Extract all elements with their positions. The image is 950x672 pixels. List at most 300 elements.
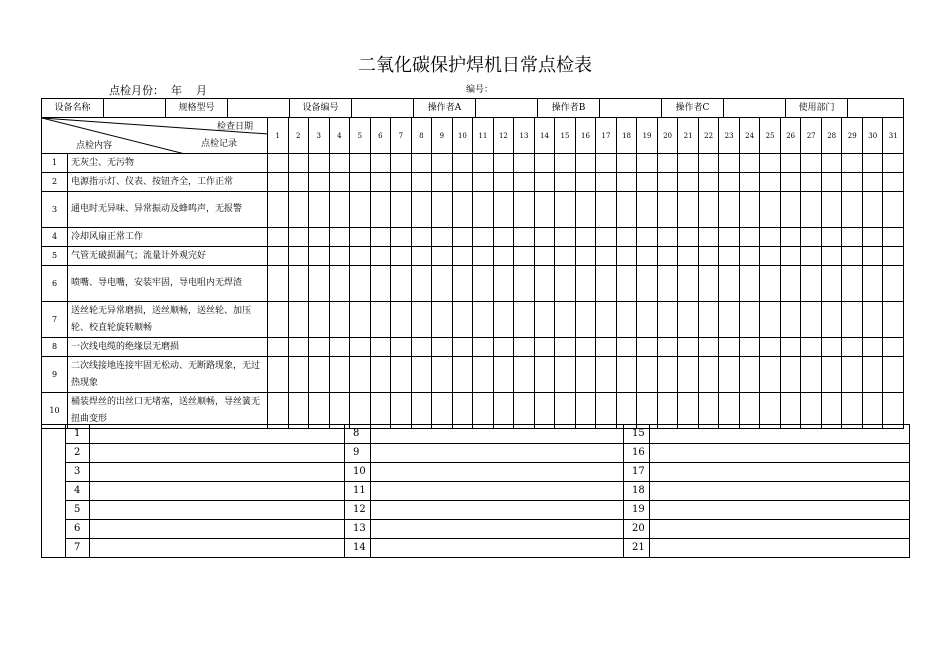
check-cell[interactable]	[391, 338, 412, 357]
info-value-field[interactable]	[352, 99, 414, 118]
check-cell[interactable]	[473, 173, 494, 192]
check-cell[interactable]	[575, 154, 596, 173]
check-cell[interactable]	[493, 173, 514, 192]
check-cell[interactable]	[452, 338, 473, 357]
check-cell[interactable]	[760, 266, 781, 302]
check-cell[interactable]	[883, 192, 904, 228]
check-cell[interactable]	[452, 357, 473, 393]
check-cell[interactable]	[329, 192, 350, 228]
check-cell[interactable]	[821, 357, 842, 393]
check-cell[interactable]	[534, 302, 555, 338]
check-cell[interactable]	[432, 302, 453, 338]
check-cell[interactable]	[596, 247, 617, 266]
check-cell[interactable]	[739, 228, 760, 247]
info-value-field[interactable]	[476, 99, 538, 118]
check-cell[interactable]	[452, 228, 473, 247]
check-cell[interactable]	[575, 173, 596, 192]
check-cell[interactable]	[514, 192, 535, 228]
check-cell[interactable]	[739, 338, 760, 357]
check-cell[interactable]	[350, 302, 371, 338]
check-cell[interactable]	[493, 228, 514, 247]
check-cell[interactable]	[596, 192, 617, 228]
check-cell[interactable]	[391, 247, 412, 266]
check-cell[interactable]	[452, 302, 473, 338]
check-cell[interactable]	[329, 228, 350, 247]
check-cell[interactable]	[821, 154, 842, 173]
check-cell[interactable]	[883, 266, 904, 302]
check-cell[interactable]	[268, 228, 289, 247]
check-cell[interactable]	[288, 266, 309, 302]
check-cell[interactable]	[411, 154, 432, 173]
check-cell[interactable]	[432, 228, 453, 247]
check-cell[interactable]	[801, 228, 822, 247]
check-cell[interactable]	[514, 173, 535, 192]
check-cell[interactable]	[883, 338, 904, 357]
check-cell[interactable]	[309, 338, 330, 357]
check-cell[interactable]	[637, 228, 658, 247]
check-cell[interactable]	[473, 192, 494, 228]
check-cell[interactable]	[534, 192, 555, 228]
check-cell[interactable]	[411, 302, 432, 338]
check-cell[interactable]	[555, 154, 576, 173]
check-cell[interactable]	[309, 247, 330, 266]
check-cell[interactable]	[678, 357, 699, 393]
info-value-field[interactable]	[848, 99, 904, 118]
check-cell[interactable]	[780, 266, 801, 302]
check-cell[interactable]	[514, 266, 535, 302]
note-field[interactable]	[371, 444, 624, 463]
check-cell[interactable]	[760, 228, 781, 247]
note-field[interactable]	[371, 539, 624, 558]
check-cell[interactable]	[329, 338, 350, 357]
check-cell[interactable]	[780, 302, 801, 338]
check-cell[interactable]	[657, 228, 678, 247]
check-cell[interactable]	[411, 338, 432, 357]
check-cell[interactable]	[616, 357, 637, 393]
note-field[interactable]	[90, 482, 345, 501]
check-cell[interactable]	[883, 302, 904, 338]
check-cell[interactable]	[473, 357, 494, 393]
check-cell[interactable]	[473, 266, 494, 302]
check-cell[interactable]	[637, 192, 658, 228]
check-cell[interactable]	[268, 302, 289, 338]
check-cell[interactable]	[719, 357, 740, 393]
check-cell[interactable]	[555, 173, 576, 192]
check-cell[interactable]	[555, 338, 576, 357]
check-cell[interactable]	[288, 228, 309, 247]
check-cell[interactable]	[288, 173, 309, 192]
check-cell[interactable]	[616, 192, 637, 228]
check-cell[interactable]	[760, 247, 781, 266]
check-cell[interactable]	[637, 302, 658, 338]
check-cell[interactable]	[329, 154, 350, 173]
check-cell[interactable]	[801, 357, 822, 393]
check-cell[interactable]	[432, 173, 453, 192]
check-cell[interactable]	[493, 192, 514, 228]
check-cell[interactable]	[616, 302, 637, 338]
check-cell[interactable]	[391, 173, 412, 192]
check-cell[interactable]	[268, 338, 289, 357]
note-field[interactable]	[650, 444, 910, 463]
check-cell[interactable]	[370, 302, 391, 338]
check-cell[interactable]	[370, 247, 391, 266]
check-cell[interactable]	[801, 338, 822, 357]
check-cell[interactable]	[493, 302, 514, 338]
check-cell[interactable]	[309, 266, 330, 302]
check-cell[interactable]	[698, 266, 719, 302]
check-cell[interactable]	[657, 154, 678, 173]
check-cell[interactable]	[637, 173, 658, 192]
check-cell[interactable]	[657, 173, 678, 192]
check-cell[interactable]	[391, 266, 412, 302]
note-field[interactable]	[650, 520, 910, 539]
note-field[interactable]	[371, 425, 624, 444]
check-cell[interactable]	[637, 338, 658, 357]
check-cell[interactable]	[698, 247, 719, 266]
note-field[interactable]	[650, 463, 910, 482]
check-cell[interactable]	[862, 192, 883, 228]
check-cell[interactable]	[309, 192, 330, 228]
note-field[interactable]	[90, 539, 345, 558]
check-cell[interactable]	[719, 338, 740, 357]
check-cell[interactable]	[596, 228, 617, 247]
check-cell[interactable]	[719, 228, 740, 247]
check-cell[interactable]	[842, 192, 863, 228]
note-field[interactable]	[650, 425, 910, 444]
check-cell[interactable]	[760, 154, 781, 173]
check-cell[interactable]	[678, 247, 699, 266]
check-cell[interactable]	[596, 338, 617, 357]
note-field[interactable]	[650, 539, 910, 558]
check-cell[interactable]	[596, 357, 617, 393]
check-cell[interactable]	[329, 302, 350, 338]
check-cell[interactable]	[432, 266, 453, 302]
check-cell[interactable]	[596, 173, 617, 192]
check-cell[interactable]	[268, 173, 289, 192]
check-cell[interactable]	[842, 228, 863, 247]
check-cell[interactable]	[739, 302, 760, 338]
check-cell[interactable]	[842, 247, 863, 266]
check-cell[interactable]	[719, 173, 740, 192]
check-cell[interactable]	[575, 228, 596, 247]
check-cell[interactable]	[821, 338, 842, 357]
check-cell[interactable]	[678, 154, 699, 173]
check-cell[interactable]	[637, 357, 658, 393]
check-cell[interactable]	[350, 338, 371, 357]
check-cell[interactable]	[493, 357, 514, 393]
info-value-field[interactable]	[600, 99, 662, 118]
check-cell[interactable]	[309, 357, 330, 393]
note-field[interactable]	[371, 501, 624, 520]
check-cell[interactable]	[268, 266, 289, 302]
check-cell[interactable]	[432, 247, 453, 266]
check-cell[interactable]	[370, 228, 391, 247]
check-cell[interactable]	[555, 192, 576, 228]
check-cell[interactable]	[719, 247, 740, 266]
check-cell[interactable]	[432, 357, 453, 393]
check-cell[interactable]	[801, 173, 822, 192]
check-cell[interactable]	[616, 228, 637, 247]
check-cell[interactable]	[780, 173, 801, 192]
check-cell[interactable]	[678, 302, 699, 338]
check-cell[interactable]	[555, 228, 576, 247]
check-cell[interactable]	[862, 266, 883, 302]
note-field[interactable]	[90, 463, 345, 482]
check-cell[interactable]	[514, 247, 535, 266]
check-cell[interactable]	[452, 266, 473, 302]
info-value-field[interactable]	[228, 99, 290, 118]
check-cell[interactable]	[760, 357, 781, 393]
check-cell[interactable]	[350, 154, 371, 173]
check-cell[interactable]	[657, 266, 678, 302]
check-cell[interactable]	[288, 302, 309, 338]
note-field[interactable]	[90, 520, 345, 539]
check-cell[interactable]	[739, 247, 760, 266]
check-cell[interactable]	[698, 173, 719, 192]
check-cell[interactable]	[268, 357, 289, 393]
check-cell[interactable]	[555, 357, 576, 393]
check-cell[interactable]	[801, 154, 822, 173]
check-cell[interactable]	[739, 192, 760, 228]
check-cell[interactable]	[821, 228, 842, 247]
check-cell[interactable]	[309, 154, 330, 173]
check-cell[interactable]	[678, 228, 699, 247]
check-cell[interactable]	[473, 302, 494, 338]
check-cell[interactable]	[596, 266, 617, 302]
check-cell[interactable]	[391, 357, 412, 393]
check-cell[interactable]	[493, 154, 514, 173]
check-cell[interactable]	[862, 173, 883, 192]
check-cell[interactable]	[370, 154, 391, 173]
check-cell[interactable]	[534, 154, 555, 173]
check-cell[interactable]	[350, 192, 371, 228]
check-cell[interactable]	[596, 302, 617, 338]
check-cell[interactable]	[780, 228, 801, 247]
check-cell[interactable]	[473, 154, 494, 173]
check-cell[interactable]	[391, 302, 412, 338]
check-cell[interactable]	[842, 266, 863, 302]
check-cell[interactable]	[883, 173, 904, 192]
check-cell[interactable]	[678, 192, 699, 228]
check-cell[interactable]	[575, 192, 596, 228]
check-cell[interactable]	[370, 173, 391, 192]
check-cell[interactable]	[657, 247, 678, 266]
check-cell[interactable]	[801, 247, 822, 266]
check-cell[interactable]	[780, 192, 801, 228]
check-cell[interactable]	[514, 154, 535, 173]
check-cell[interactable]	[555, 247, 576, 266]
check-cell[interactable]	[801, 302, 822, 338]
check-cell[interactable]	[514, 338, 535, 357]
check-cell[interactable]	[719, 302, 740, 338]
check-cell[interactable]	[862, 302, 883, 338]
check-cell[interactable]	[329, 173, 350, 192]
note-field[interactable]	[90, 444, 345, 463]
check-cell[interactable]	[719, 266, 740, 302]
check-cell[interactable]	[739, 357, 760, 393]
check-cell[interactable]	[268, 192, 289, 228]
check-cell[interactable]	[555, 302, 576, 338]
check-cell[interactable]	[760, 302, 781, 338]
check-cell[interactable]	[288, 338, 309, 357]
check-cell[interactable]	[616, 173, 637, 192]
check-cell[interactable]	[842, 173, 863, 192]
check-cell[interactable]	[514, 357, 535, 393]
info-value-field[interactable]	[724, 99, 786, 118]
check-cell[interactable]	[821, 247, 842, 266]
check-cell[interactable]	[411, 228, 432, 247]
check-cell[interactable]	[329, 266, 350, 302]
check-cell[interactable]	[821, 266, 842, 302]
check-cell[interactable]	[657, 302, 678, 338]
check-cell[interactable]	[657, 338, 678, 357]
check-cell[interactable]	[534, 266, 555, 302]
check-cell[interactable]	[575, 266, 596, 302]
check-cell[interactable]	[719, 192, 740, 228]
check-cell[interactable]	[698, 338, 719, 357]
check-cell[interactable]	[678, 338, 699, 357]
check-cell[interactable]	[370, 192, 391, 228]
check-cell[interactable]	[801, 192, 822, 228]
check-cell[interactable]	[350, 173, 371, 192]
check-cell[interactable]	[862, 154, 883, 173]
check-cell[interactable]	[821, 302, 842, 338]
check-cell[interactable]	[821, 173, 842, 192]
check-cell[interactable]	[452, 247, 473, 266]
check-cell[interactable]	[370, 357, 391, 393]
check-cell[interactable]	[678, 173, 699, 192]
check-cell[interactable]	[350, 357, 371, 393]
check-cell[interactable]	[862, 247, 883, 266]
note-field[interactable]	[90, 501, 345, 520]
check-cell[interactable]	[288, 357, 309, 393]
note-field[interactable]	[650, 482, 910, 501]
check-cell[interactable]	[555, 266, 576, 302]
check-cell[interactable]	[411, 247, 432, 266]
check-cell[interactable]	[760, 173, 781, 192]
check-cell[interactable]	[821, 192, 842, 228]
check-cell[interactable]	[575, 247, 596, 266]
check-cell[interactable]	[514, 302, 535, 338]
check-cell[interactable]	[616, 247, 637, 266]
note-field[interactable]	[371, 520, 624, 539]
check-cell[interactable]	[842, 338, 863, 357]
check-cell[interactable]	[288, 154, 309, 173]
check-cell[interactable]	[739, 154, 760, 173]
check-cell[interactable]	[575, 357, 596, 393]
check-cell[interactable]	[473, 247, 494, 266]
check-cell[interactable]	[288, 192, 309, 228]
check-cell[interactable]	[452, 154, 473, 173]
check-cell[interactable]	[657, 192, 678, 228]
check-cell[interactable]	[534, 357, 555, 393]
check-cell[interactable]	[801, 266, 822, 302]
check-cell[interactable]	[698, 228, 719, 247]
check-cell[interactable]	[780, 338, 801, 357]
check-cell[interactable]	[698, 154, 719, 173]
check-cell[interactable]	[370, 266, 391, 302]
check-cell[interactable]	[698, 357, 719, 393]
note-field[interactable]	[650, 501, 910, 520]
check-cell[interactable]	[637, 266, 658, 302]
check-cell[interactable]	[309, 228, 330, 247]
check-cell[interactable]	[760, 192, 781, 228]
info-value-field[interactable]	[104, 99, 166, 118]
check-cell[interactable]	[616, 154, 637, 173]
check-cell[interactable]	[883, 228, 904, 247]
check-cell[interactable]	[391, 228, 412, 247]
check-cell[interactable]	[883, 247, 904, 266]
check-cell[interactable]	[452, 173, 473, 192]
check-cell[interactable]	[739, 173, 760, 192]
check-cell[interactable]	[698, 302, 719, 338]
check-cell[interactable]	[432, 154, 453, 173]
check-cell[interactable]	[309, 302, 330, 338]
check-cell[interactable]	[514, 228, 535, 247]
check-cell[interactable]	[842, 302, 863, 338]
check-cell[interactable]	[411, 173, 432, 192]
note-field[interactable]	[90, 425, 345, 444]
check-cell[interactable]	[329, 357, 350, 393]
check-cell[interactable]	[637, 154, 658, 173]
check-cell[interactable]	[473, 338, 494, 357]
check-cell[interactable]	[534, 338, 555, 357]
check-cell[interactable]	[657, 357, 678, 393]
check-cell[interactable]	[391, 154, 412, 173]
check-cell[interactable]	[411, 357, 432, 393]
check-cell[interactable]	[493, 338, 514, 357]
check-cell[interactable]	[862, 228, 883, 247]
check-cell[interactable]	[862, 338, 883, 357]
check-cell[interactable]	[883, 357, 904, 393]
check-cell[interactable]	[452, 192, 473, 228]
check-cell[interactable]	[698, 192, 719, 228]
check-cell[interactable]	[883, 154, 904, 173]
check-cell[interactable]	[370, 338, 391, 357]
note-field[interactable]	[371, 463, 624, 482]
check-cell[interactable]	[780, 357, 801, 393]
check-cell[interactable]	[575, 302, 596, 338]
check-cell[interactable]	[329, 247, 350, 266]
check-cell[interactable]	[534, 228, 555, 247]
check-cell[interactable]	[596, 154, 617, 173]
check-cell[interactable]	[432, 192, 453, 228]
check-cell[interactable]	[678, 266, 699, 302]
check-cell[interactable]	[309, 173, 330, 192]
check-cell[interactable]	[842, 154, 863, 173]
check-cell[interactable]	[350, 266, 371, 302]
check-cell[interactable]	[473, 228, 494, 247]
check-cell[interactable]	[719, 154, 740, 173]
check-cell[interactable]	[637, 247, 658, 266]
check-cell[interactable]	[493, 247, 514, 266]
check-cell[interactable]	[534, 173, 555, 192]
check-cell[interactable]	[288, 247, 309, 266]
check-cell[interactable]	[493, 266, 514, 302]
check-cell[interactable]	[268, 154, 289, 173]
check-cell[interactable]	[350, 247, 371, 266]
check-cell[interactable]	[534, 247, 555, 266]
check-cell[interactable]	[411, 266, 432, 302]
check-cell[interactable]	[616, 266, 637, 302]
check-cell[interactable]	[616, 338, 637, 357]
check-cell[interactable]	[760, 338, 781, 357]
check-cell[interactable]	[268, 247, 289, 266]
check-cell[interactable]	[739, 266, 760, 302]
check-cell[interactable]	[432, 338, 453, 357]
check-cell[interactable]	[411, 192, 432, 228]
check-cell[interactable]	[575, 338, 596, 357]
